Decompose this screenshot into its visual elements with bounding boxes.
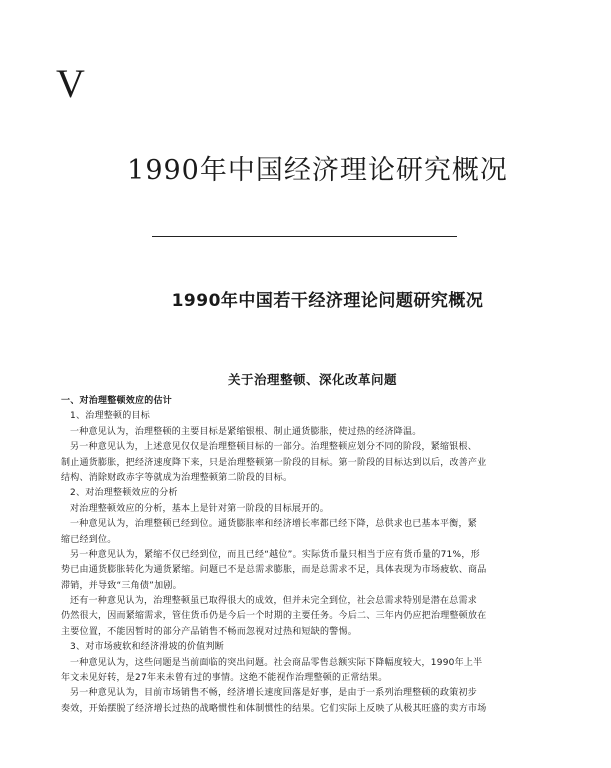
body-line: 制止通货膨胀，把经济速度降下来，只是治理整顿第一阶段的目标。第一阶段的目标达到以后，改善产业 xyxy=(61,457,487,468)
body-line: 主要位置，不能因暂时的部分产品销售不畅而忽视对过热和短缺的警惕。 xyxy=(61,626,358,637)
body-line: 一种意见认为，这些问题是当前面临的突出问题。社会商品零售总额实际下降幅度较大，1990年上半 xyxy=(70,657,483,668)
body-line: 仍然很大，因而紧缩需求，管住货币仍是今后一个时期的主要任务。今后二、三年内仍应把治理整顿放在 xyxy=(61,611,487,622)
body-line: 2、对治理整顿效应的分析 xyxy=(70,488,178,499)
body-line: 1、治理整顿的目标 xyxy=(70,411,150,422)
body-line: 结构、消除财政赤字等就成为治理整顿第二阶段的目标。 xyxy=(61,472,293,483)
body-line: 一、对治理整顿效应的估计 xyxy=(61,396,173,406)
part-numeral: V xyxy=(56,61,86,106)
body-line: 还有一种意见认为，治理整顿虽已取得很大的成效，但并未完全到位，社会总需求特别是潜在总需求 xyxy=(70,596,478,607)
body-line: 一种意见认为，治理整顿已经到位。通货膨胀率和经济增长率都已经下降，总供求也已基本平衡，紧 xyxy=(70,519,478,530)
body-line: 势已由通货膨胀转化为通货紧缩。问题已不是总需求膨胀，而是总需求不足，具体表现为市场疲软、商品 xyxy=(61,565,487,576)
body-line: 3、对市场疲软和经济滑坡的价值判断 xyxy=(70,642,224,653)
body-line: 缩已经到位。 xyxy=(61,534,117,545)
body-line: 另一种意见认为，紧缩不仅已经到位，而且已经“越位”。实际货币量只相当于应有货币量的71%，形 xyxy=(70,549,480,560)
section-heading: 关于治理整顿、深化改革问题 xyxy=(227,372,397,387)
body-line: 另一种意见认为，目前市场销售不畅，经济增长速度回落是好事，是由于一系列治理整顿的政策初步 xyxy=(70,688,478,699)
body-line: 奏效，开始摆脱了经济增长过热的战略惯性和体制惯性的结果。它们实际上反映了从极其旺盛的卖方市场 xyxy=(61,703,487,714)
title-divider xyxy=(152,236,457,237)
body-line: 一种意见认为，治理整顿的主要目标是紧缩银根、制止通货膨胀，使过热的经济降温。 xyxy=(70,426,422,437)
body-line: 年文未见好转，是27年来未曾有过的事情。这绝不能视作治理整顿的正常结果。 xyxy=(61,673,388,684)
main-title: 1990年中国经济理论研究概况 xyxy=(127,155,508,186)
body-line: 对治理整顿效应的分析，基本上是针对第一阶段的目标展开的。 xyxy=(70,503,330,514)
body-line: 另一种意见认为，上述意见仅仅是治理整顿目标的一部分。治理整顿应划分不同的阶段，紧缩银根、 xyxy=(70,442,478,453)
article-title: 1990年中国若干经济理论问题研究概况 xyxy=(171,291,484,311)
body-text xyxy=(61,394,487,717)
body-line: 滞销，并导致“三角债”加剧。 xyxy=(61,580,182,591)
